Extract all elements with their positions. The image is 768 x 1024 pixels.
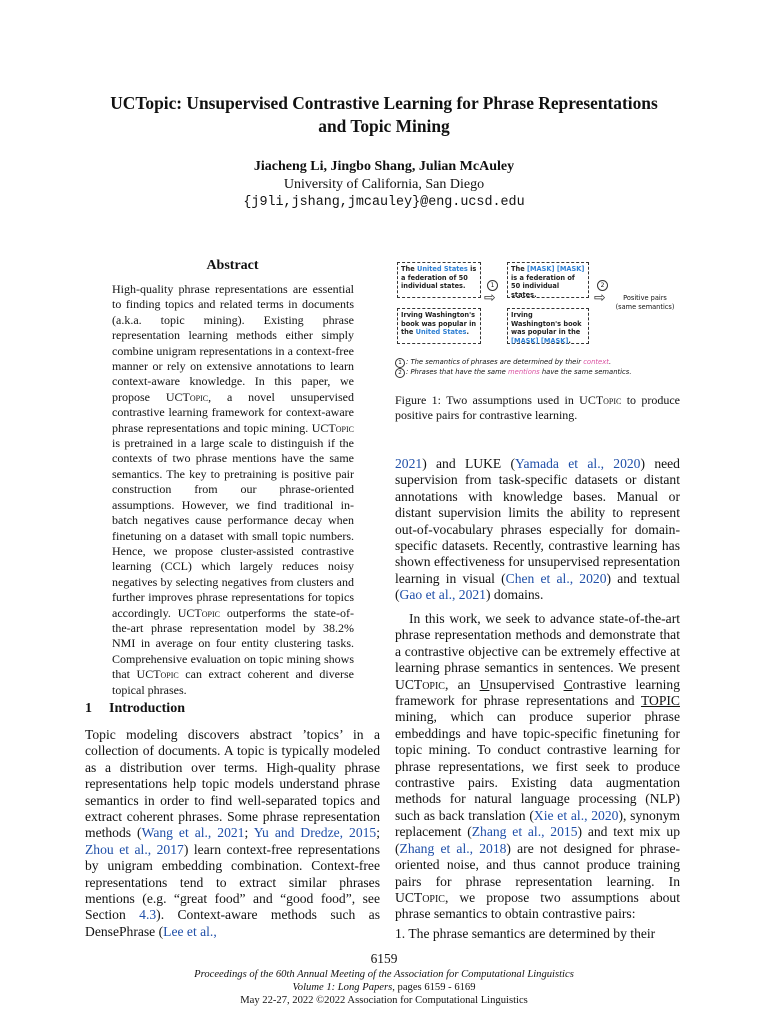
citation-link[interactable]: Wang et al., 2021: [141, 825, 245, 841]
footer-volume: Volume 1: Long Papers, pages 6159 - 6169: [292, 982, 476, 993]
section-title: Introduction: [109, 701, 185, 716]
figure-1: [395, 258, 685, 383]
paper-title: [60, 92, 708, 138]
abstract-heading: Abstract: [206, 258, 259, 273]
assumption-list-item-1: 1. The phrase semantics are determined by their: [395, 926, 656, 941]
figure-masked-box: Irving Washington's book was popular in the [MASK] [MASK].: [507, 308, 589, 344]
figure-note-2: 2 : Phrases that have the same mentions have the same semantics.: [395, 368, 685, 378]
introduction-text: Topic modeling discovers abstract ’topics’ in a collection of documents. A topic is typically modeled as a distribution over terms. High-quality phrase representations help topic models understand phrase semantics in order to find well-separated topics and extract coherent phrases. Some phrase representation methods (Wang et al., 2021; Yu and Dredze, 2015; Zhou et al., 2017) learn context-free representations by unigram embedding combination. Context-free representations tend to extract similar phrases mentions (e.g. “great food” and “good food”, see Section 4.3). Context-aware methods such as DensePhrase (Lee et al.,: [85, 727, 381, 939]
page-number: 6159: [370, 951, 398, 966]
figure-caption: Figure 1: Two assumptions used in UCTopic to produce positive pairs for contrastive learning.: [395, 393, 680, 422]
right-column-paragraph-1: 2021) and LUKE (Yamada et al., 2020) need supervision from task-specific datasets or distant annotations with knowledge bases. Manual or distant supervision limits the ability to represent out-of-vocabulary phrases especially for domain-specific datasets. Recently, contrastive learning has shown effectiveness for unsupervised representation learning in visual (Chen et al., 2020) and textual (Gao et al., 2021) domains.: [395, 456, 681, 603]
figure-sentence-box: The United States is a federation of 50 individual states.: [397, 262, 481, 298]
title-line-1: UCTopic: Unsupervised Contrastive Learning for Phrase Representations: [110, 93, 658, 113]
section-number: 1: [85, 701, 92, 716]
citation-link[interactable]: Zhou et al., 2017: [85, 841, 184, 857]
section-heading-introduction: [85, 701, 185, 717]
figure-masked-box: The [MASK] [MASK] is a federation of 50 individual states.: [507, 262, 589, 298]
author-emails: {j9li,jshang,jmcauley}@eng.ucsd.edu: [243, 195, 525, 210]
section-reference-link[interactable]: 4.3: [139, 907, 157, 923]
citation-link[interactable]: Lee et al.,: [163, 923, 217, 939]
title-line-2: and Topic Mining: [318, 116, 450, 136]
citation-link[interactable]: 2021: [395, 456, 423, 471]
citation-link[interactable]: Xie et al., 2020: [533, 807, 619, 823]
step-1-marker: 1: [487, 280, 498, 291]
citation-link[interactable]: Zhang et al., 2018: [399, 840, 507, 856]
footer-proceedings: Proceedings of the 60th Annual Meeting of the Association for Computational Linguistics: [194, 969, 574, 980]
abstract-text: High-quality phrase representations are essential to finding topics and related terms in documents (a.k.a. topic mining). Existing phrase representation learning methods either simply combine unigram representations in a context-free manner or rely on extensive annotations to learn context-aware knowledge. In this paper, we propose UCTopic, a novel unsupervised contrastive learning framework for context-aware phrase representations and topic mining. UCTopic is pretrained in a large scale to distinguish if the contexts of two phrase mentions have the same semantics. The key to pretraining is positive pair construction from our phrase-oriented assumptions. However, we find traditional in-batch negatives cause performance decay when finetuning on a dataset with small topic numbers. Hence, we propose cluster-assisted contrastive learning (CCL) which largely reduces noisy negatives by selecting negatives from clusters and further improves phrase representations for topics accordingly. UCTopic outperforms the state-of-the-art phrase representation model by 38.2% NMI in average on four entity clustering tasks. Comprehensive evaluation on topic mining shows that UCTopic can extract coherent and diverse topical phrases.: [112, 282, 354, 697]
arrow-icon: ⇨: [594, 290, 606, 306]
citation-link[interactable]: Zhang et al., 2015: [471, 824, 578, 840]
footer-copyright: May 22-27, 2022 ©2022 Association for Computational Linguistics: [240, 995, 528, 1006]
figure-note-1: 1 : The semantics of phrases are determined by their context.: [395, 358, 685, 368]
right-column-paragraph-2: In this work, we seek to advance state-of-the-art phrase representation methods and demonstrate that a contrastive objective can be extremely effective at learning phrase semantics in sentences. We present UCTopic, an Unsupervised Contrastive learning framework for phrase representations and TOPIC mining, which can produce superior phrase embeddings and have topic-specific finetuning for topic mining. To conduct contrastive learning for phrase representations, we first seek to produce contrastive pairs. Existing data augmentation methods for natural language processing (NLP) such as back translation (Xie et al., 2020), synonym replacement (Zhang et al., 2015) and text mix up (Zhang et al., 2018) are not designed for phrase-oriented noise, and thus cannot produce training pairs for phrase representation learning. In UCTopic, we propose two assumptions about phrase semantics to obtain contrastive pairs:: [395, 611, 680, 922]
figure-sentence-box: Irving Washington's book was popular in the United States.: [397, 308, 481, 344]
citation-link[interactable]: Yamada et al., 2020: [515, 456, 641, 471]
author-names: Jiacheng Li, Jingbo Shang, Julian McAuley: [253, 159, 515, 174]
affiliation: University of California, San Diego: [283, 177, 485, 192]
step-2-marker: 2: [597, 280, 608, 291]
author-block: [60, 158, 708, 212]
citation-link[interactable]: Gao et al., 2021: [399, 587, 486, 603]
citation-link[interactable]: Chen et al., 2020: [505, 570, 607, 586]
citation-link[interactable]: Yu and Dredze, 2015: [253, 825, 377, 841]
arrow-icon: ⇨: [484, 290, 496, 306]
positive-pairs-label: Positive pairs (same semantics): [615, 294, 675, 311]
